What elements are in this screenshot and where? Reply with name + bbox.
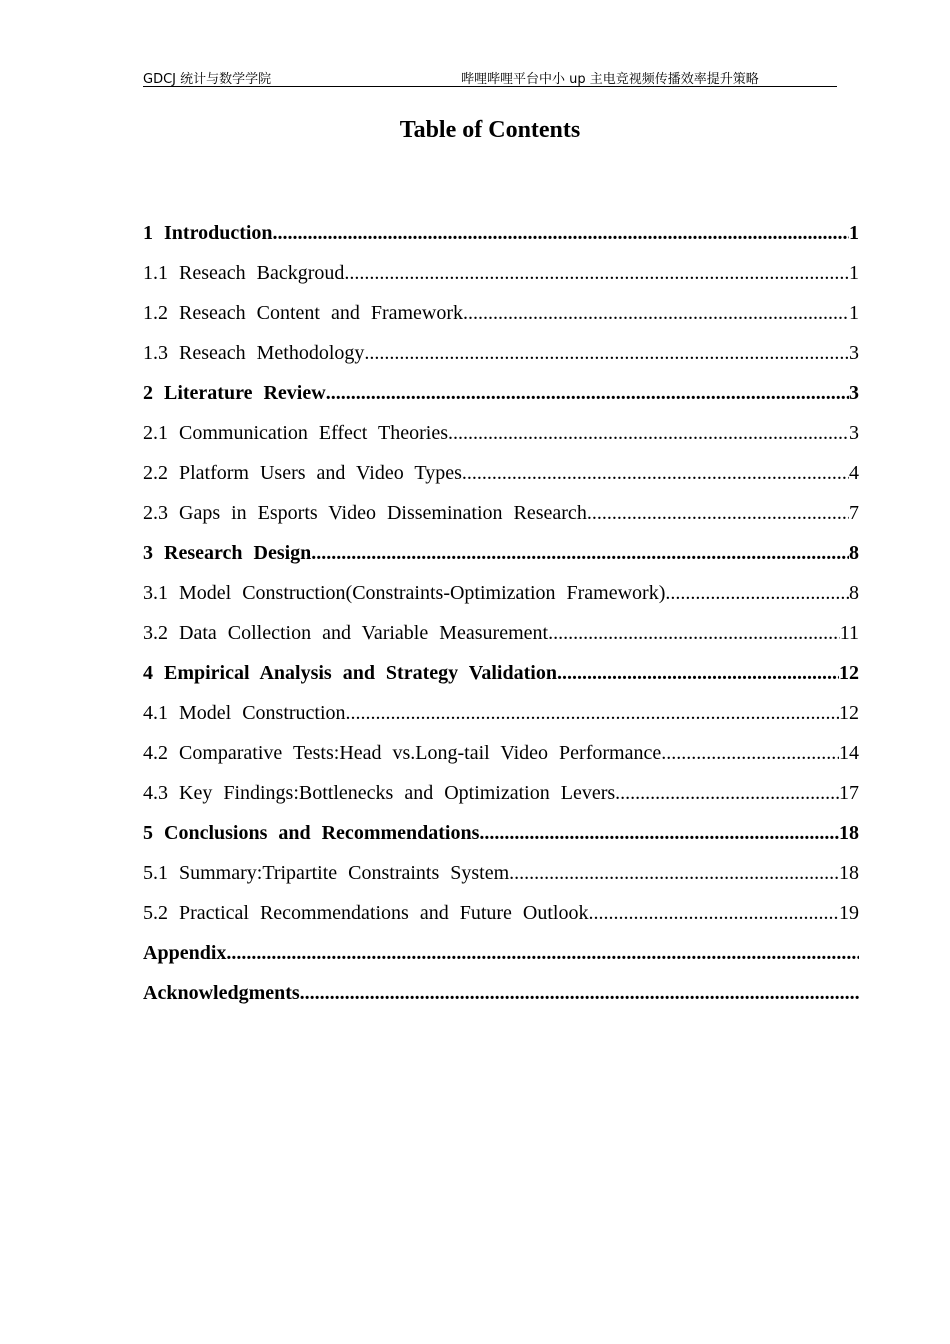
table-of-contents — [143, 219, 859, 1019]
toc-entry-label: 2.3 Gaps in Esports Video Dissemination Research — [143, 502, 587, 524]
toc-entry-label: 4.1 Model Construction — [143, 702, 346, 724]
toc-entry-page-number: 3 — [849, 422, 859, 444]
toc-entry[interactable] — [143, 899, 859, 939]
toc-entry[interactable] — [143, 659, 859, 699]
toc-entry-label: 1.3 Reseach Methodology — [143, 342, 365, 364]
toc-entry-label: 1.2 Reseach Content and Framework — [143, 302, 464, 324]
toc-leader-dots — [463, 299, 849, 327]
toc-entry-page-number: 12 — [839, 662, 859, 684]
page-title: Table of Contents — [399, 117, 581, 143]
toc-leader-dots — [661, 739, 839, 767]
toc-leader-dots — [557, 659, 839, 687]
toc-entry-page-number: 3 — [849, 382, 859, 404]
toc-leader-dots — [462, 459, 849, 487]
toc-entry-page-number: 12 — [839, 702, 859, 724]
toc-entry-label: 5 Conclusions and Recommendations — [143, 822, 480, 844]
toc-leader-dots — [311, 539, 849, 567]
toc-entry[interactable] — [143, 979, 859, 1019]
toc-entry-label: 4.2 Comparative Tests:Head vs.Long-tail Video Performance — [143, 742, 662, 764]
toc-entry[interactable] — [143, 859, 859, 899]
toc-entry-page-number: 18 — [839, 862, 859, 884]
toc-entry-page-number: 4 — [849, 462, 859, 484]
toc-entry-label: 3.1 Model Construction(Constraints-Optimization Framework) — [143, 582, 666, 604]
toc-entry[interactable] — [143, 339, 859, 379]
toc-entry-label: 5.1 Summary:Tripartite Constraints System — [143, 862, 510, 884]
toc-entry[interactable] — [143, 419, 859, 459]
toc-entry[interactable] — [143, 499, 859, 539]
header-left-text: GDCJ 统计与数学学院 — [143, 72, 272, 87]
toc-entry-label: 4.3 Key Findings:Bottlenecks and Optimization Levers — [143, 782, 616, 804]
page-header — [143, 66, 837, 87]
toc-entry[interactable] — [143, 699, 859, 739]
toc-entry-label: 1.1 Reseach Backgroud — [143, 262, 345, 284]
toc-leader-dots — [346, 699, 839, 727]
toc-entry-page-number: 1 — [849, 302, 859, 324]
toc-entry-page-number: 1 — [849, 222, 859, 244]
toc-leader-dots — [226, 939, 859, 967]
toc-entry[interactable] — [143, 379, 859, 419]
toc-leader-dots — [344, 259, 849, 287]
toc-leader-dots — [479, 819, 839, 847]
toc-leader-dots — [273, 219, 849, 247]
toc-entry-page-number: 18 — [839, 822, 859, 844]
toc-entry-label: 4 Empirical Analysis and Strategy Validation — [143, 662, 557, 684]
toc-entry-label: 5.2 Practical Recommendations and Future Outlook — [143, 902, 589, 924]
toc-leader-dots — [364, 339, 849, 367]
toc-entry[interactable] — [143, 779, 859, 819]
toc-entry-page-number: 1 — [849, 262, 859, 284]
toc-entry-label: Acknowledgments — [143, 982, 300, 1004]
toc-entry[interactable] — [143, 819, 859, 859]
toc-entry-page-number: 14 — [839, 742, 859, 764]
toc-entry-label: 3 Research Design — [143, 542, 312, 564]
toc-leader-dots — [615, 779, 839, 807]
toc-entry-label: 2.2 Platform Users and Video Types — [143, 462, 462, 484]
toc-entry-page-number: 3 — [849, 342, 859, 364]
toc-leader-dots — [587, 499, 849, 527]
toc-entry-page-number: 8 — [849, 542, 859, 564]
toc-leader-dots — [548, 619, 840, 647]
toc-entry-label: 2 Literature Review — [143, 382, 326, 404]
toc-entry-page-number: 11 — [839, 622, 859, 644]
header-right-text: 哔哩哔哩平台中小 up 主电竞视频传播效率提升策略 — [461, 72, 759, 87]
toc-entry-label: Appendix — [143, 942, 227, 964]
toc-entry[interactable] — [143, 579, 859, 619]
toc-entry[interactable] — [143, 459, 859, 499]
toc-leader-dots — [448, 419, 849, 447]
toc-entry-page-number: 19 — [839, 902, 859, 924]
toc-entry[interactable] — [143, 739, 859, 779]
toc-entry[interactable] — [143, 299, 859, 339]
toc-leader-dots — [509, 859, 839, 887]
toc-entry[interactable] — [143, 219, 859, 259]
toc-entry-label: 3.2 Data Collection and Variable Measurement — [143, 622, 549, 644]
toc-leader-dots — [665, 579, 849, 607]
toc-entry[interactable] — [143, 619, 859, 659]
toc-leader-dots — [326, 379, 849, 407]
toc-leader-dots — [588, 899, 839, 927]
toc-leader-dots — [300, 979, 859, 1007]
toc-entry-page-number: 8 — [849, 582, 859, 604]
toc-entry-page-number: 7 — [849, 502, 859, 524]
toc-entry[interactable] — [143, 539, 859, 579]
toc-entry[interactable] — [143, 939, 859, 979]
toc-entry-page-number: 17 — [839, 782, 859, 804]
toc-entry-label: 1 Introduction — [143, 222, 273, 244]
toc-entry-label: 2.1 Communication Effect Theories — [143, 422, 448, 444]
toc-entry[interactable] — [143, 259, 859, 299]
